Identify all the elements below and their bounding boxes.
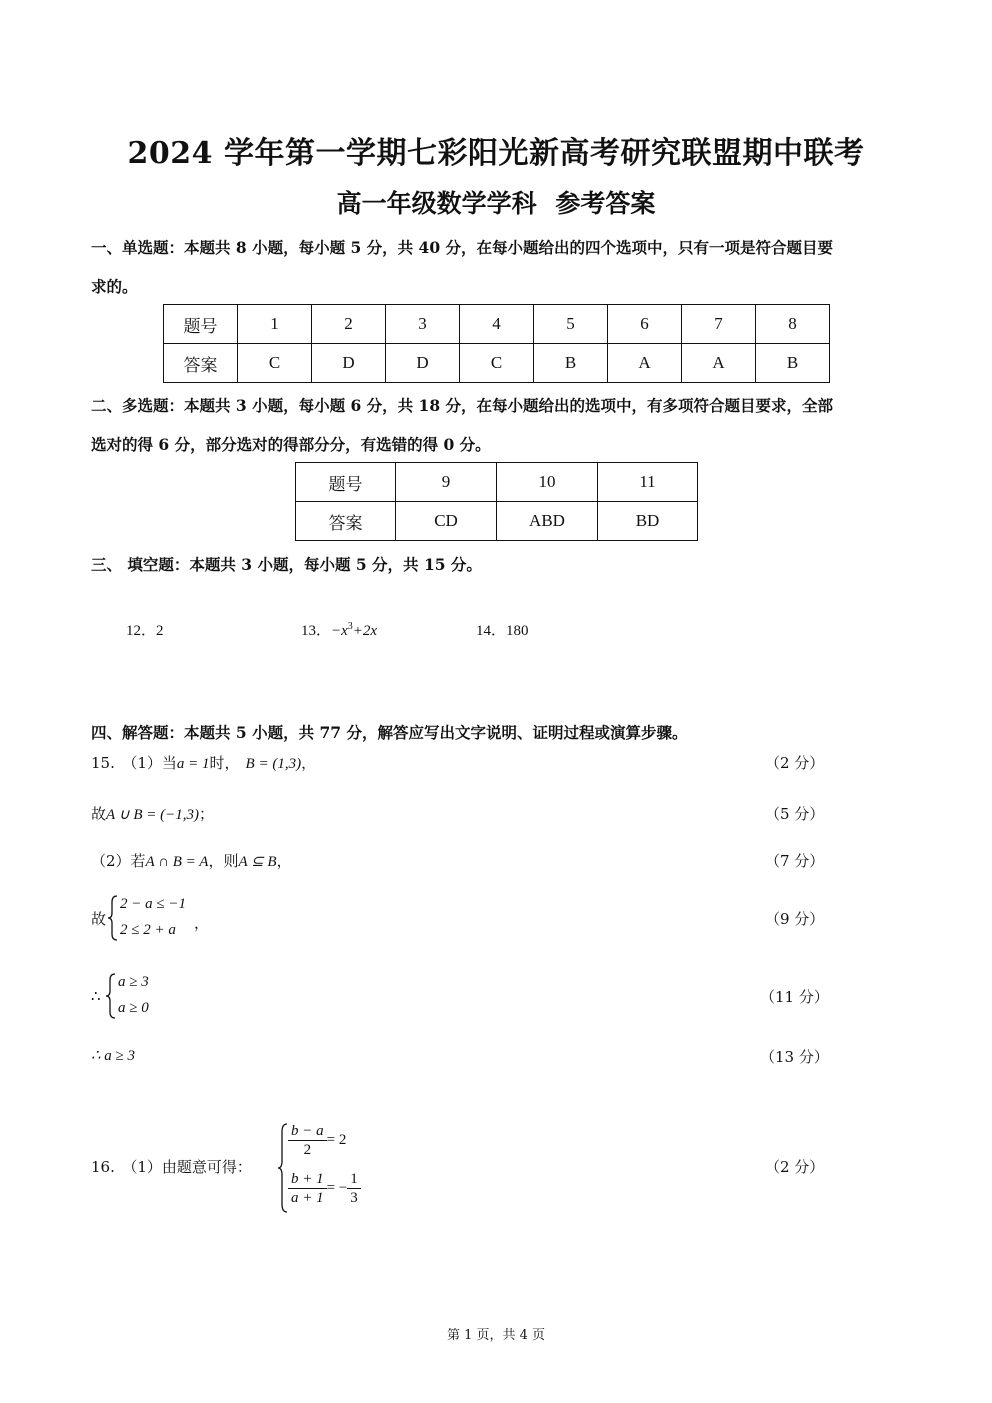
q15-line2-score: （5 分） xyxy=(765,805,825,823)
q16-fraction-1 xyxy=(288,1122,327,1159)
table-row-questions xyxy=(164,305,830,344)
q16-score: （2 分） xyxy=(765,1158,825,1176)
table-row-questions xyxy=(296,463,698,502)
question-cell: 9 xyxy=(396,463,497,502)
q12-number: 12． xyxy=(126,623,157,639)
row-label-question: 题号 xyxy=(296,463,396,502)
q15-line1-math: a = 1 xyxy=(176,756,210,772)
row-label-answer: 答案 xyxy=(296,502,396,541)
q15-line6-score: （13 分） xyxy=(760,1048,829,1066)
question-cell: 10 xyxy=(497,463,598,502)
question-cell: 2 xyxy=(312,305,386,344)
page-title: 2024 学年第一学期七彩阳光新高考研究联盟期中联考 xyxy=(127,136,865,171)
q15-line4-prefix: 故 xyxy=(91,910,107,928)
q12-answer xyxy=(126,619,164,640)
row-label-answer: 答案 xyxy=(164,344,238,383)
answer-cell: B xyxy=(534,344,608,383)
section1-heading-line1: 一、单选题：本题共 8 小题，每小题 5 分，共 40 分，在每小题给出的四个选项中，只有一项是符合题目要 xyxy=(91,238,834,257)
q16-fraction-2 xyxy=(288,1170,327,1207)
q16-line1-prefix: 16. （1）由题意可得： xyxy=(91,1158,252,1176)
q14-value: 180 xyxy=(506,623,529,639)
q15-line5-row1: a ≥ 3 xyxy=(118,974,149,990)
q16-fraction-1-denominator: 2 xyxy=(303,1142,312,1158)
section2-heading-line2: 选对的得 6 分，部分选对的得部分分，有选错的得 0 分。 xyxy=(91,435,491,454)
question-cell: 7 xyxy=(682,305,756,344)
q15-line3 xyxy=(91,850,292,871)
q15-line2-prefix: 故 xyxy=(91,805,107,823)
q15-line2-suffix: ； xyxy=(199,805,215,823)
section1-answer-table xyxy=(163,304,830,383)
q14-number: 14． xyxy=(476,623,507,639)
q14-answer xyxy=(476,619,529,640)
answer-cell: D xyxy=(312,344,386,383)
q15-line1-prefix: 15. （1）当 xyxy=(91,754,177,772)
q15-line4-row1: 2 − a ≤ −1 xyxy=(120,896,186,912)
q16-row1-rhs: = 2 xyxy=(326,1132,347,1148)
page-footer: 第 1 页，共 4 页 xyxy=(446,1328,546,1343)
question-cell: 3 xyxy=(386,305,460,344)
q15-line4-score: （9 分） xyxy=(765,910,825,928)
table-row-answers xyxy=(164,344,830,383)
section2-answer-table xyxy=(295,462,698,541)
q12-value: 2 xyxy=(156,623,164,639)
q16-fraction-3-numerator: 1 xyxy=(347,1170,361,1189)
q15-line3-math2: A ⊆ B xyxy=(238,854,277,870)
section3-heading: 三、 填空题：本题共 3 小题，每小题 5 分，共 15 分。 xyxy=(91,555,482,574)
left-brace-icon xyxy=(105,973,117,1019)
q15-line3-suffix: ， xyxy=(276,852,292,870)
q15-line4-suffix: ， xyxy=(194,914,210,932)
left-brace-icon xyxy=(107,895,119,941)
q15-line3-math: A ∩ B = A xyxy=(145,854,209,870)
question-cell: 4 xyxy=(460,305,534,344)
q16-fraction-2-numerator: b + 1 xyxy=(288,1170,327,1189)
question-cell: 5 xyxy=(534,305,608,344)
row-label-question: 题号 xyxy=(164,305,238,344)
q15-line1-mid: 时， xyxy=(209,754,240,772)
q13-exponent: 3 xyxy=(347,621,353,632)
answer-cell: A xyxy=(608,344,682,383)
q15-line1-score: （2 分） xyxy=(765,754,825,772)
q16-fraction-2-denominator: a + 1 xyxy=(291,1190,324,1206)
q15-line3-prefix: （2）若 xyxy=(91,852,146,870)
q13-value-pre: −x xyxy=(331,623,348,639)
q15-line1-suffix: ， xyxy=(301,754,317,772)
q16-fraction-3-denominator: 3 xyxy=(350,1190,358,1206)
answer-cell: B xyxy=(756,344,830,383)
q16-row2-eq: = − xyxy=(326,1180,348,1196)
q15-line3-mid: ，则 xyxy=(208,852,239,870)
answer-cell: C xyxy=(460,344,534,383)
section2-heading-line1: 二、多选题：本题共 3 小题，每小题 6 分，共 18 分，在每小题给出的选项中，有多项符合题目要求，全部 xyxy=(91,396,834,415)
question-cell: 8 xyxy=(756,305,830,344)
q15-line2-math: A ∪ B = (−1,3) xyxy=(106,807,200,823)
q15-line1 xyxy=(91,752,316,773)
q15-line2 xyxy=(91,803,214,824)
q13-number: 13． xyxy=(301,623,332,639)
q16-equation-row1 xyxy=(288,1122,346,1159)
q15-line3-score: （7 分） xyxy=(765,852,825,870)
question-cell: 6 xyxy=(608,305,682,344)
section4-heading: 四、解答题：本题共 5 小题，共 77 分，解答应写出文字说明、证明过程或演算步骤。 xyxy=(91,723,688,742)
q16-equation-row2 xyxy=(288,1170,361,1207)
answer-cell: C xyxy=(238,344,312,383)
q15-line5-prefix: ∴ xyxy=(91,987,101,1005)
answer-cell: A xyxy=(682,344,756,383)
question-cell: 11 xyxy=(598,463,698,502)
q16-fraction-3 xyxy=(347,1170,361,1207)
question-cell: 1 xyxy=(238,305,312,344)
answer-cell: CD xyxy=(396,502,497,541)
q15-line5-score: （11 分） xyxy=(760,988,829,1006)
page-subtitle: 高一年级数学学科 参考答案 xyxy=(336,189,656,218)
q15-line6: ∴ a ≥ 3 xyxy=(91,1048,136,1064)
q13-value-post: +2x xyxy=(352,623,378,639)
answer-cell: BD xyxy=(598,502,698,541)
q15-line1-math2: B = (1,3) xyxy=(245,756,302,772)
q16-fraction-1-numerator: b − a xyxy=(288,1122,327,1141)
q15-line5-row2: a ≥ 0 xyxy=(118,1000,149,1016)
q15-line4-row2: 2 ≤ 2 + a xyxy=(120,922,176,938)
answer-cell: D xyxy=(386,344,460,383)
table-row-answers xyxy=(296,502,698,541)
answer-cell: ABD xyxy=(497,502,598,541)
q13-answer xyxy=(301,619,377,640)
section1-heading-line2: 求的。 xyxy=(91,277,138,296)
